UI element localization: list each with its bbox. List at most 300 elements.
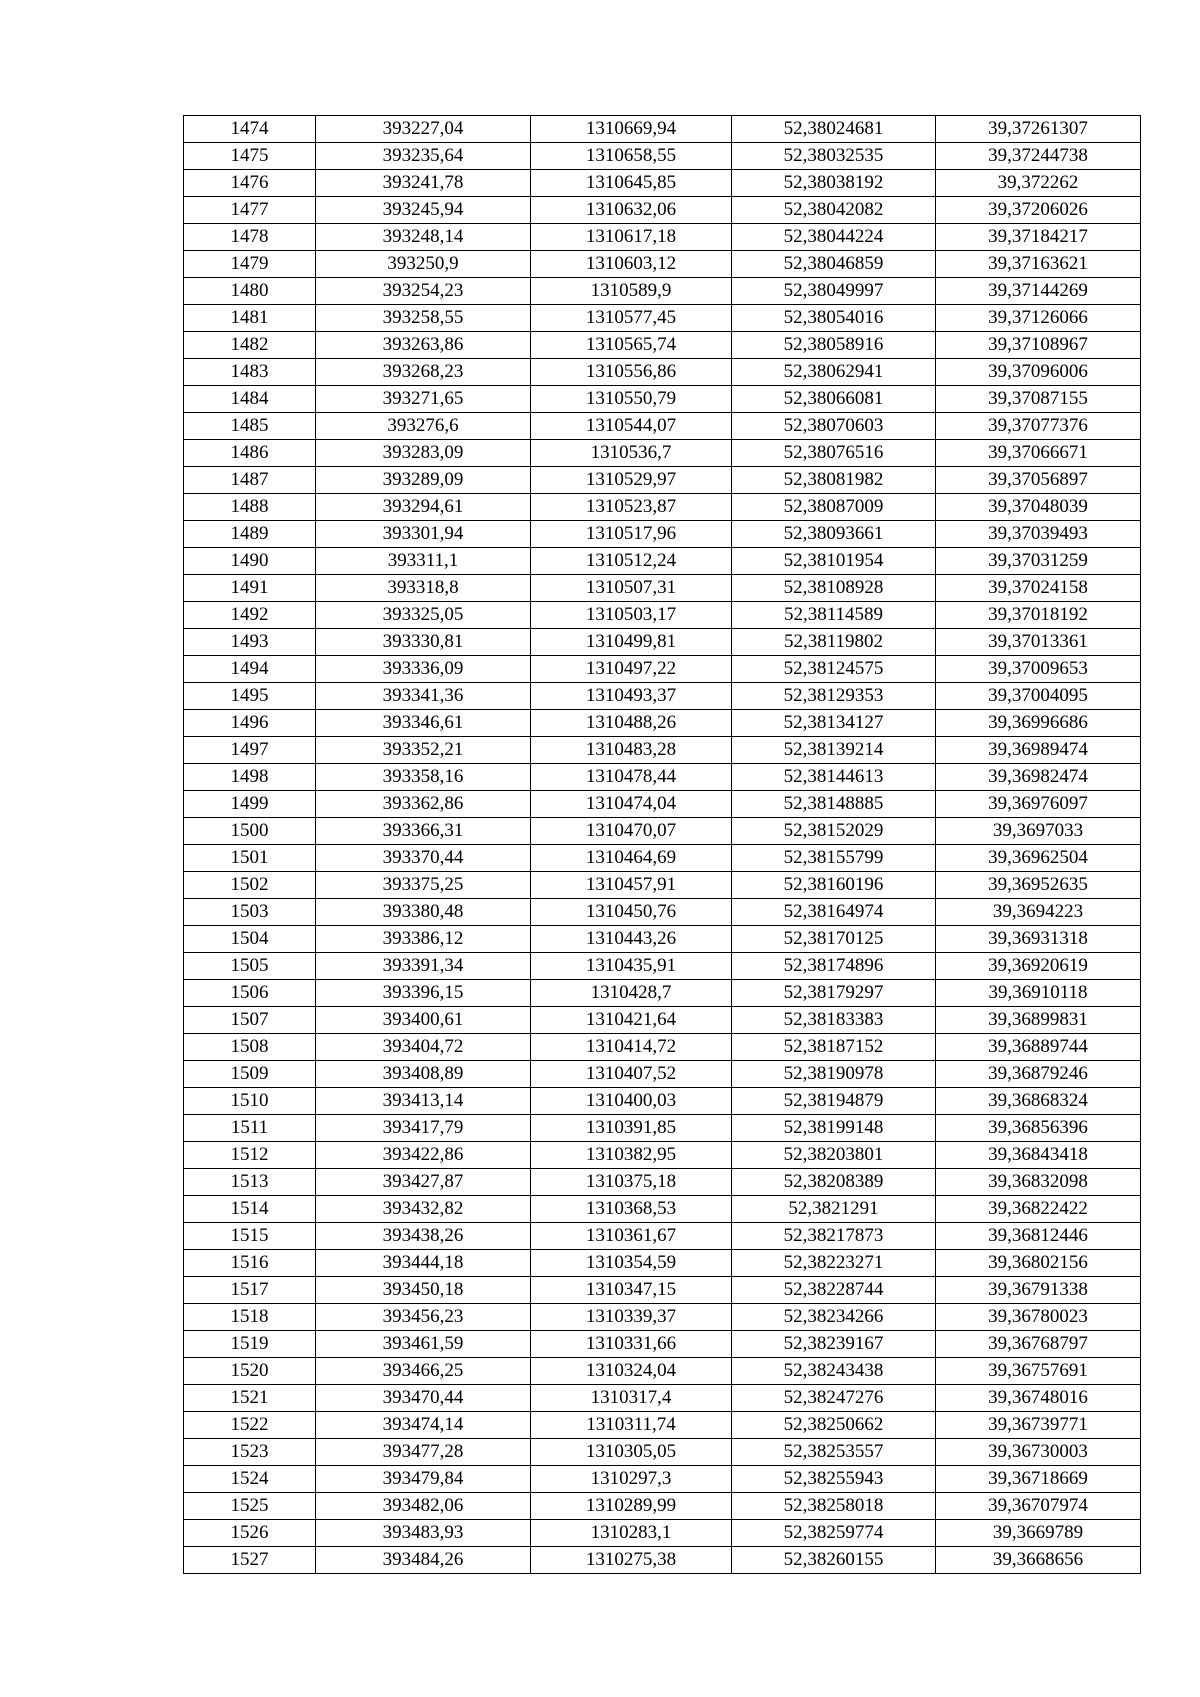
x-coordinate-cell: 393380,48 [316, 899, 531, 926]
longitude-cell: 39,36748016 [936, 1385, 1141, 1412]
point-number-cell: 1483 [184, 359, 316, 386]
latitude-cell: 52,38108928 [732, 575, 936, 602]
longitude-cell: 39,36976097 [936, 791, 1141, 818]
latitude-cell: 52,38217873 [732, 1223, 936, 1250]
x-coordinate-cell: 393477,28 [316, 1439, 531, 1466]
y-coordinate-cell: 1310297,3 [531, 1466, 732, 1493]
table-row [184, 332, 1141, 359]
latitude-cell: 52,38243438 [732, 1358, 936, 1385]
table-row [184, 278, 1141, 305]
x-coordinate-cell: 393400,61 [316, 1007, 531, 1034]
y-coordinate-cell: 1310382,95 [531, 1142, 732, 1169]
latitude-cell: 52,38255943 [732, 1466, 936, 1493]
table-row [184, 1223, 1141, 1250]
latitude-cell: 52,38183383 [732, 1007, 936, 1034]
table-row [184, 1115, 1141, 1142]
longitude-cell: 39,36996686 [936, 710, 1141, 737]
table-row [184, 1547, 1141, 1574]
longitude-cell: 39,3668656 [936, 1547, 1141, 1574]
latitude-cell: 52,38070603 [732, 413, 936, 440]
y-coordinate-cell: 1310529,97 [531, 467, 732, 494]
x-coordinate-cell: 393362,86 [316, 791, 531, 818]
y-coordinate-cell: 1310331,66 [531, 1331, 732, 1358]
x-coordinate-cell: 393227,04 [316, 116, 531, 143]
table-row [184, 116, 1141, 143]
point-number-cell: 1519 [184, 1331, 316, 1358]
x-coordinate-cell: 393311,1 [316, 548, 531, 575]
point-number-cell: 1526 [184, 1520, 316, 1547]
x-coordinate-cell: 393408,89 [316, 1061, 531, 1088]
longitude-cell: 39,37087155 [936, 386, 1141, 413]
point-number-cell: 1481 [184, 305, 316, 332]
y-coordinate-cell: 1310361,67 [531, 1223, 732, 1250]
latitude-cell: 52,38194879 [732, 1088, 936, 1115]
x-coordinate-cell: 393370,44 [316, 845, 531, 872]
y-coordinate-cell: 1310658,55 [531, 143, 732, 170]
y-coordinate-cell: 1310565,74 [531, 332, 732, 359]
point-number-cell: 1511 [184, 1115, 316, 1142]
y-coordinate-cell: 1310400,03 [531, 1088, 732, 1115]
y-coordinate-cell: 1310347,15 [531, 1277, 732, 1304]
longitude-cell: 39,37013361 [936, 629, 1141, 656]
longitude-cell: 39,37108967 [936, 332, 1141, 359]
point-number-cell: 1506 [184, 980, 316, 1007]
longitude-cell: 39,36791338 [936, 1277, 1141, 1304]
x-coordinate-cell: 393294,61 [316, 494, 531, 521]
latitude-cell: 52,38170125 [732, 926, 936, 953]
y-coordinate-cell: 1310457,91 [531, 872, 732, 899]
y-coordinate-cell: 1310474,04 [531, 791, 732, 818]
y-coordinate-cell: 1310523,87 [531, 494, 732, 521]
x-coordinate-cell: 393235,64 [316, 143, 531, 170]
x-coordinate-cell: 393404,72 [316, 1034, 531, 1061]
y-coordinate-cell: 1310669,94 [531, 116, 732, 143]
point-number-cell: 1492 [184, 602, 316, 629]
latitude-cell: 52,38174896 [732, 953, 936, 980]
latitude-cell: 52,38260155 [732, 1547, 936, 1574]
x-coordinate-cell: 393366,31 [316, 818, 531, 845]
latitude-cell: 52,38062941 [732, 359, 936, 386]
y-coordinate-cell: 1310497,22 [531, 656, 732, 683]
longitude-cell: 39,36739771 [936, 1412, 1141, 1439]
x-coordinate-cell: 393346,61 [316, 710, 531, 737]
latitude-cell: 52,38139214 [732, 737, 936, 764]
y-coordinate-cell: 1310536,7 [531, 440, 732, 467]
latitude-cell: 52,38228744 [732, 1277, 936, 1304]
point-number-cell: 1493 [184, 629, 316, 656]
y-coordinate-cell: 1310339,37 [531, 1304, 732, 1331]
latitude-cell: 52,38203801 [732, 1142, 936, 1169]
x-coordinate-cell: 393375,25 [316, 872, 531, 899]
table-row [184, 170, 1141, 197]
y-coordinate-cell: 1310470,07 [531, 818, 732, 845]
x-coordinate-cell: 393413,14 [316, 1088, 531, 1115]
table-row [184, 737, 1141, 764]
table-row [184, 197, 1141, 224]
table-row [184, 764, 1141, 791]
longitude-cell: 39,3694223 [936, 899, 1141, 926]
table-row [184, 926, 1141, 953]
table-row [184, 1439, 1141, 1466]
point-number-cell: 1496 [184, 710, 316, 737]
x-coordinate-cell: 393432,82 [316, 1196, 531, 1223]
longitude-cell: 39,36889744 [936, 1034, 1141, 1061]
point-number-cell: 1491 [184, 575, 316, 602]
y-coordinate-cell: 1310493,37 [531, 683, 732, 710]
point-number-cell: 1510 [184, 1088, 316, 1115]
y-coordinate-cell: 1310435,91 [531, 953, 732, 980]
longitude-cell: 39,372262 [936, 170, 1141, 197]
x-coordinate-cell: 393341,36 [316, 683, 531, 710]
longitude-cell: 39,37077376 [936, 413, 1141, 440]
y-coordinate-cell: 1310311,74 [531, 1412, 732, 1439]
longitude-cell: 39,36757691 [936, 1358, 1141, 1385]
table-row [184, 629, 1141, 656]
x-coordinate-cell: 393386,12 [316, 926, 531, 953]
longitude-cell: 39,37126066 [936, 305, 1141, 332]
point-number-cell: 1522 [184, 1412, 316, 1439]
latitude-cell: 52,38093661 [732, 521, 936, 548]
longitude-cell: 39,37184217 [936, 224, 1141, 251]
x-coordinate-cell: 393422,86 [316, 1142, 531, 1169]
longitude-cell: 39,36802156 [936, 1250, 1141, 1277]
table-row [184, 1493, 1141, 1520]
table-row [184, 494, 1141, 521]
y-coordinate-cell: 1310368,53 [531, 1196, 732, 1223]
x-coordinate-cell: 393289,09 [316, 467, 531, 494]
latitude-cell: 52,38190978 [732, 1061, 936, 1088]
table-row [184, 845, 1141, 872]
latitude-cell: 52,38042082 [732, 197, 936, 224]
table-row [184, 305, 1141, 332]
y-coordinate-cell: 1310305,05 [531, 1439, 732, 1466]
x-coordinate-cell: 393427,87 [316, 1169, 531, 1196]
point-number-cell: 1524 [184, 1466, 316, 1493]
point-number-cell: 1482 [184, 332, 316, 359]
y-coordinate-cell: 1310375,18 [531, 1169, 732, 1196]
y-coordinate-cell: 1310503,17 [531, 602, 732, 629]
longitude-cell: 39,36730003 [936, 1439, 1141, 1466]
longitude-cell: 39,37244738 [936, 143, 1141, 170]
table-row [184, 1304, 1141, 1331]
point-number-cell: 1517 [184, 1277, 316, 1304]
x-coordinate-cell: 393318,8 [316, 575, 531, 602]
table-row [184, 413, 1141, 440]
point-number-cell: 1509 [184, 1061, 316, 1088]
point-number-cell: 1490 [184, 548, 316, 575]
x-coordinate-cell: 393483,93 [316, 1520, 531, 1547]
latitude-cell: 52,38024681 [732, 116, 936, 143]
y-coordinate-cell: 1310443,26 [531, 926, 732, 953]
latitude-cell: 52,38032535 [732, 143, 936, 170]
point-number-cell: 1478 [184, 224, 316, 251]
x-coordinate-cell: 393482,06 [316, 1493, 531, 1520]
point-number-cell: 1474 [184, 116, 316, 143]
x-coordinate-cell: 393470,44 [316, 1385, 531, 1412]
point-number-cell: 1487 [184, 467, 316, 494]
latitude-cell: 52,38049997 [732, 278, 936, 305]
x-coordinate-cell: 393474,14 [316, 1412, 531, 1439]
y-coordinate-cell: 1310589,9 [531, 278, 732, 305]
latitude-cell: 52,38160196 [732, 872, 936, 899]
x-coordinate-cell: 393461,59 [316, 1331, 531, 1358]
table-row [184, 521, 1141, 548]
x-coordinate-cell: 393391,34 [316, 953, 531, 980]
point-number-cell: 1527 [184, 1547, 316, 1574]
point-number-cell: 1486 [184, 440, 316, 467]
table-row [184, 1277, 1141, 1304]
latitude-cell: 52,38258018 [732, 1493, 936, 1520]
longitude-cell: 39,37206026 [936, 197, 1141, 224]
longitude-cell: 39,36989474 [936, 737, 1141, 764]
longitude-cell: 39,36780023 [936, 1304, 1141, 1331]
latitude-cell: 52,38247276 [732, 1385, 936, 1412]
point-number-cell: 1484 [184, 386, 316, 413]
point-number-cell: 1508 [184, 1034, 316, 1061]
coordinates-table-body [184, 116, 1141, 1574]
table-row [184, 818, 1141, 845]
longitude-cell: 39,36931318 [936, 926, 1141, 953]
longitude-cell: 39,36910118 [936, 980, 1141, 1007]
y-coordinate-cell: 1310478,44 [531, 764, 732, 791]
table-row [184, 1169, 1141, 1196]
point-number-cell: 1505 [184, 953, 316, 980]
table-row [184, 1385, 1141, 1412]
longitude-cell: 39,37096006 [936, 359, 1141, 386]
longitude-cell: 39,37039493 [936, 521, 1141, 548]
point-number-cell: 1507 [184, 1007, 316, 1034]
latitude-cell: 52,38250662 [732, 1412, 936, 1439]
point-number-cell: 1520 [184, 1358, 316, 1385]
x-coordinate-cell: 393396,15 [316, 980, 531, 1007]
longitude-cell: 39,37024158 [936, 575, 1141, 602]
point-number-cell: 1497 [184, 737, 316, 764]
y-coordinate-cell: 1310645,85 [531, 170, 732, 197]
x-coordinate-cell: 393438,26 [316, 1223, 531, 1250]
point-number-cell: 1485 [184, 413, 316, 440]
table-row [184, 683, 1141, 710]
longitude-cell: 39,36768797 [936, 1331, 1141, 1358]
point-number-cell: 1515 [184, 1223, 316, 1250]
point-number-cell: 1477 [184, 197, 316, 224]
point-number-cell: 1500 [184, 818, 316, 845]
latitude-cell: 52,38054016 [732, 305, 936, 332]
longitude-cell: 39,36856396 [936, 1115, 1141, 1142]
latitude-cell: 52,38087009 [732, 494, 936, 521]
latitude-cell: 52,38164974 [732, 899, 936, 926]
longitude-cell: 39,37009653 [936, 656, 1141, 683]
longitude-cell: 39,36982474 [936, 764, 1141, 791]
point-number-cell: 1495 [184, 683, 316, 710]
y-coordinate-cell: 1310317,4 [531, 1385, 732, 1412]
point-number-cell: 1504 [184, 926, 316, 953]
latitude-cell: 52,38044224 [732, 224, 936, 251]
y-coordinate-cell: 1310603,12 [531, 251, 732, 278]
point-number-cell: 1499 [184, 791, 316, 818]
y-coordinate-cell: 1310577,45 [531, 305, 732, 332]
table-row [184, 1331, 1141, 1358]
x-coordinate-cell: 393254,23 [316, 278, 531, 305]
x-coordinate-cell: 393330,81 [316, 629, 531, 656]
table-row [184, 953, 1141, 980]
latitude-cell: 52,38208389 [732, 1169, 936, 1196]
table-row [184, 602, 1141, 629]
table-row [184, 980, 1141, 1007]
x-coordinate-cell: 393417,79 [316, 1115, 531, 1142]
longitude-cell: 39,36832098 [936, 1169, 1141, 1196]
x-coordinate-cell: 393484,26 [316, 1547, 531, 1574]
point-number-cell: 1488 [184, 494, 316, 521]
table-row [184, 1088, 1141, 1115]
x-coordinate-cell: 393241,78 [316, 170, 531, 197]
table-row [184, 872, 1141, 899]
point-number-cell: 1501 [184, 845, 316, 872]
latitude-cell: 52,38124575 [732, 656, 936, 683]
longitude-cell: 39,37031259 [936, 548, 1141, 575]
latitude-cell: 52,38144613 [732, 764, 936, 791]
latitude-cell: 52,38155799 [732, 845, 936, 872]
longitude-cell: 39,36952635 [936, 872, 1141, 899]
x-coordinate-cell: 393325,05 [316, 602, 531, 629]
y-coordinate-cell: 1310289,99 [531, 1493, 732, 1520]
point-number-cell: 1503 [184, 899, 316, 926]
table-row [184, 1412, 1141, 1439]
y-coordinate-cell: 1310488,26 [531, 710, 732, 737]
point-number-cell: 1479 [184, 251, 316, 278]
latitude-cell: 52,38148885 [732, 791, 936, 818]
longitude-cell: 39,37018192 [936, 602, 1141, 629]
y-coordinate-cell: 1310512,24 [531, 548, 732, 575]
longitude-cell: 39,36812446 [936, 1223, 1141, 1250]
longitude-cell: 39,36718669 [936, 1466, 1141, 1493]
table-row [184, 1196, 1141, 1223]
x-coordinate-cell: 393245,94 [316, 197, 531, 224]
longitude-cell: 39,36868324 [936, 1088, 1141, 1115]
point-number-cell: 1489 [184, 521, 316, 548]
latitude-cell: 52,38152029 [732, 818, 936, 845]
longitude-cell: 39,36879246 [936, 1061, 1141, 1088]
y-coordinate-cell: 1310391,85 [531, 1115, 732, 1142]
y-coordinate-cell: 1310324,04 [531, 1358, 732, 1385]
longitude-cell: 39,37144269 [936, 278, 1141, 305]
x-coordinate-cell: 393479,84 [316, 1466, 531, 1493]
y-coordinate-cell: 1310544,07 [531, 413, 732, 440]
longitude-cell: 39,36962504 [936, 845, 1141, 872]
x-coordinate-cell: 393444,18 [316, 1250, 531, 1277]
y-coordinate-cell: 1310507,31 [531, 575, 732, 602]
x-coordinate-cell: 393358,16 [316, 764, 531, 791]
y-coordinate-cell: 1310275,38 [531, 1547, 732, 1574]
x-coordinate-cell: 393248,14 [316, 224, 531, 251]
longitude-cell: 39,36899831 [936, 1007, 1141, 1034]
table-row [184, 359, 1141, 386]
longitude-cell: 39,37261307 [936, 116, 1141, 143]
table-row [184, 1250, 1141, 1277]
latitude-cell: 52,38046859 [732, 251, 936, 278]
point-number-cell: 1480 [184, 278, 316, 305]
x-coordinate-cell: 393276,6 [316, 413, 531, 440]
point-number-cell: 1513 [184, 1169, 316, 1196]
table-row [184, 1142, 1141, 1169]
x-coordinate-cell: 393466,25 [316, 1358, 531, 1385]
y-coordinate-cell: 1310632,06 [531, 197, 732, 224]
point-number-cell: 1512 [184, 1142, 316, 1169]
latitude-cell: 52,38058916 [732, 332, 936, 359]
latitude-cell: 52,38234266 [732, 1304, 936, 1331]
y-coordinate-cell: 1310421,64 [531, 1007, 732, 1034]
latitude-cell: 52,38119802 [732, 629, 936, 656]
table-row [184, 224, 1141, 251]
table-row [184, 1358, 1141, 1385]
latitude-cell: 52,38199148 [732, 1115, 936, 1142]
longitude-cell: 39,36920619 [936, 953, 1141, 980]
latitude-cell: 52,38253557 [732, 1439, 936, 1466]
x-coordinate-cell: 393450,18 [316, 1277, 531, 1304]
longitude-cell: 39,37163621 [936, 251, 1141, 278]
point-number-cell: 1514 [184, 1196, 316, 1223]
x-coordinate-cell: 393268,23 [316, 359, 531, 386]
y-coordinate-cell: 1310517,96 [531, 521, 732, 548]
y-coordinate-cell: 1310464,69 [531, 845, 732, 872]
point-number-cell: 1476 [184, 170, 316, 197]
table-row [184, 467, 1141, 494]
table-row [184, 251, 1141, 278]
y-coordinate-cell: 1310407,52 [531, 1061, 732, 1088]
longitude-cell: 39,3697033 [936, 818, 1141, 845]
table-row [184, 1007, 1141, 1034]
latitude-cell: 52,38134127 [732, 710, 936, 737]
x-coordinate-cell: 393258,55 [316, 305, 531, 332]
x-coordinate-cell: 393301,94 [316, 521, 531, 548]
point-number-cell: 1494 [184, 656, 316, 683]
x-coordinate-cell: 393263,86 [316, 332, 531, 359]
table-row [184, 1034, 1141, 1061]
latitude-cell: 52,38081982 [732, 467, 936, 494]
longitude-cell: 39,37066671 [936, 440, 1141, 467]
longitude-cell: 39,36843418 [936, 1142, 1141, 1169]
longitude-cell: 39,36707974 [936, 1493, 1141, 1520]
table-row [184, 548, 1141, 575]
table-row [184, 1520, 1141, 1547]
point-number-cell: 1502 [184, 872, 316, 899]
latitude-cell: 52,38076516 [732, 440, 936, 467]
longitude-cell: 39,37004095 [936, 683, 1141, 710]
latitude-cell: 52,38101954 [732, 548, 936, 575]
x-coordinate-cell: 393271,65 [316, 386, 531, 413]
point-number-cell: 1521 [184, 1385, 316, 1412]
table-row [184, 143, 1141, 170]
y-coordinate-cell: 1310283,1 [531, 1520, 732, 1547]
longitude-cell: 39,3669789 [936, 1520, 1141, 1547]
point-number-cell: 1523 [184, 1439, 316, 1466]
x-coordinate-cell: 393283,09 [316, 440, 531, 467]
table-row [184, 1061, 1141, 1088]
y-coordinate-cell: 1310428,7 [531, 980, 732, 1007]
point-number-cell: 1475 [184, 143, 316, 170]
table-row [184, 575, 1141, 602]
table-row [184, 440, 1141, 467]
y-coordinate-cell: 1310499,81 [531, 629, 732, 656]
latitude-cell: 52,38129353 [732, 683, 936, 710]
table-row [184, 899, 1141, 926]
latitude-cell: 52,38066081 [732, 386, 936, 413]
longitude-cell: 39,37056897 [936, 467, 1141, 494]
coordinates-table [183, 115, 1141, 1574]
latitude-cell: 52,38038192 [732, 170, 936, 197]
y-coordinate-cell: 1310450,76 [531, 899, 732, 926]
table-row [184, 656, 1141, 683]
y-coordinate-cell: 1310483,28 [531, 737, 732, 764]
